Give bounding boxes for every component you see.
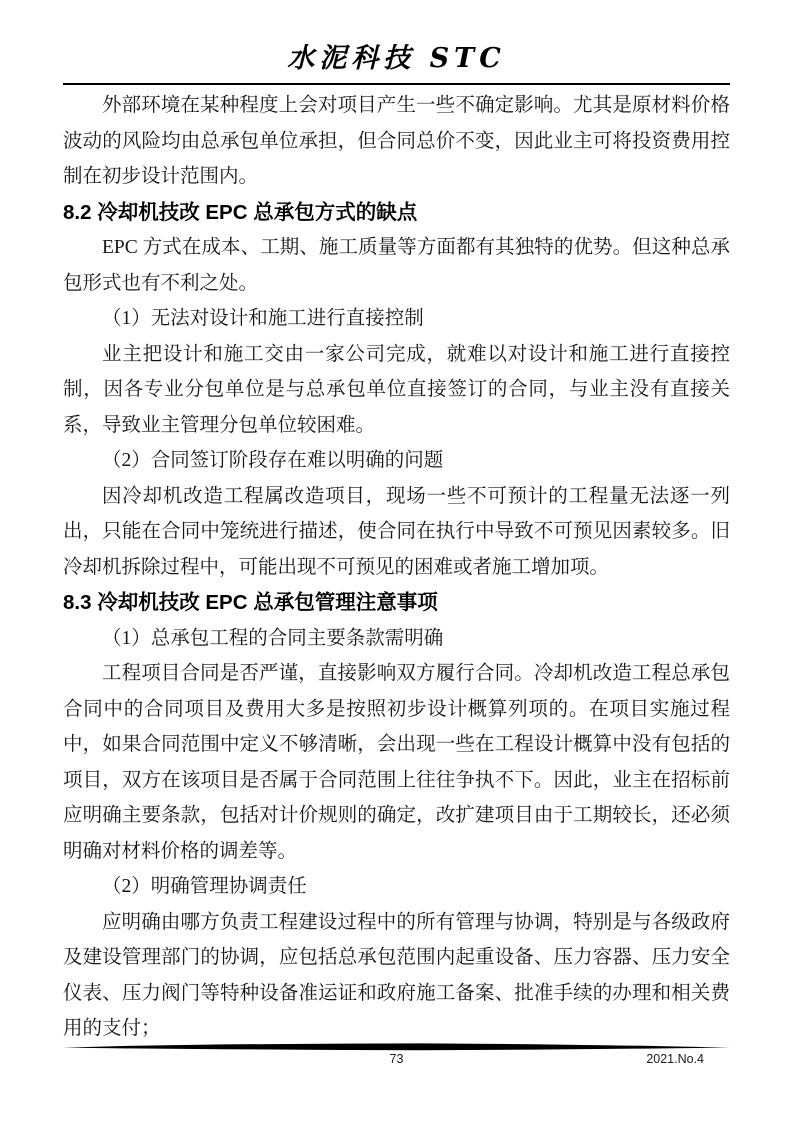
header-rule	[63, 83, 730, 85]
paragraph-8-2-2-body: 因冷却机改造工程属改造项目，现场一些不可预计的工程量无法逐一列出，只能在合同中笼统进行描述，使合同在执行中导致不可预见因素较多。旧冷却机拆除过程中，可能出现不可预见的困难或者施工增加项。	[63, 485, 730, 578]
list-item-8-3-2: （2）明确管理协调责任	[102, 876, 307, 897]
list-item-8-2-2: （2）合同签订阶段存在难以明确的问题	[102, 450, 444, 471]
article-body	[63, 88, 730, 1047]
issue-label: 2021.No.4	[646, 1052, 704, 1066]
section-heading-8-2: 8.2 冷却机技改 EPC 总承包方式的缺点	[63, 200, 418, 224]
list-item-8-2-1: （1）无法对设计和施工进行直接控制	[102, 308, 424, 329]
footer-meta	[63, 1052, 730, 1070]
paragraph-epc-overview: EPC 方式在成本、工期、施工质量等方面都有其独特的优势。但这种总承包形式也有不利之处。	[63, 237, 730, 294]
footer-rule	[63, 1043, 730, 1051]
journal-title: 水泥科技 STC	[287, 43, 506, 74]
page-header	[63, 0, 730, 85]
paragraph-intro: 外部环境在某种程度上会对项目产生一些不确定影响。尤其是原材料价格波动的风险均由总承包单位承担，但合同总价不变，因此业主可将投资费用控制在初步设计范围内。	[63, 95, 730, 187]
paragraph-8-3-1-body: 工程项目合同是否严谨，直接影响双方履行合同。冷却机改造工程总承包合同中的合同项目及费用大多是按照初步设计概算列项的。在项目实施过程中，如果合同范围中定义不够清晰，会出现一些在工程设计概算中没有包括的项目，双方在该项目是否属于合同范围上往往争执不下。因此，业主在招标前应明确主要条款，包括对计价规则的确定，改扩建项目由于工期较长，还必须明确对材料价格的调差等。	[63, 663, 730, 862]
list-item-8-3-1: （1）总承包工程的合同主要条款需明确	[102, 627, 444, 649]
paragraph-8-2-1-body: 业主把设计和施工交由一家公司完成，就难以对设计和施工进行直接控制，因各专业分包单位是与总承包单位直接签订的合同，与业主没有直接关系，导致业主管理分包单位较困难。	[63, 343, 730, 436]
page-number: 73	[389, 1052, 404, 1066]
page-footer	[63, 1043, 730, 1070]
paragraph-8-3-2-body: 应明确由哪方负责工程建设过程中的所有管理与协调，特别是与各级政府及建设管理部门的协调，应包括总承包范围内起重设备、压力容器、压力安全仪表、压力阀门等特种设备准运证和政府施工备案、批准手续的办理和相关费用的支付；	[63, 911, 730, 1039]
section-heading-8-3: 8.3 冷却机技改 EPC 总承包管理注意事项	[63, 591, 438, 614]
